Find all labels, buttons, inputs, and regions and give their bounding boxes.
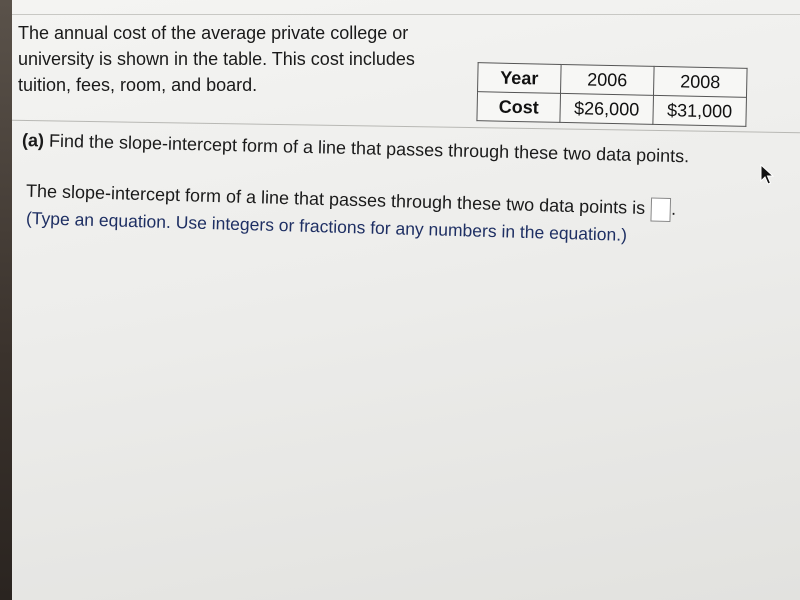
answer-period: . (670, 198, 677, 219)
mouse-pointer-icon (760, 164, 774, 186)
answer-input-box[interactable] (651, 197, 672, 222)
table-cell-year-1: 2006 (561, 64, 655, 95)
table-cell-year-2: 2008 (653, 66, 747, 97)
answer-instructions: (Type an equation. Use integers or fractions for any numbers in the equation.) (25, 208, 628, 245)
answer-prompt: The slope-intercept form of a line that passes through these two data points is (25, 180, 646, 219)
data-table (476, 62, 747, 127)
table-header-year: Year (478, 63, 562, 94)
table-cell-cost-1: $26,000 (560, 93, 654, 124)
part-a-text: Find the slope-intercept form of a line that passes through these two data points. (48, 130, 690, 167)
table-cell-cost-2: $31,000 (653, 95, 747, 126)
table-row-cost (477, 92, 747, 127)
table-header-cost: Cost (477, 92, 561, 123)
top-divider (12, 14, 800, 15)
part-a-question (22, 130, 690, 167)
screen (12, 0, 800, 600)
problem-intro-text: The annual cost of the average private college or university is shown in the table. This cost includes tuition, fees, room, and board. (18, 23, 415, 95)
part-a-label: (a) (21, 130, 45, 151)
